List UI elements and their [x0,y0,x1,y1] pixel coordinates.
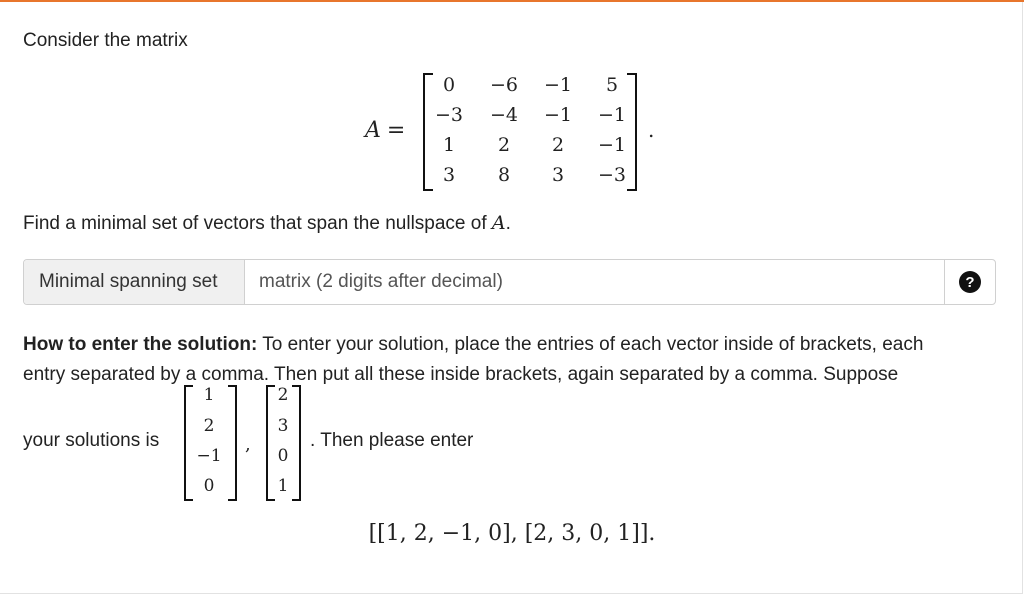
instructions: How to enter the solution: To enter your solution, place the entries of each vector inside of brackets, each entry separated by a comma. Then put all these inside brackets, again separated by a comma. Suppose [23,334,924,385]
vector-entry: 3 [277,416,289,436]
matrix-cell: −3 [434,104,463,126]
vector-entry: 0 [203,476,215,496]
instructions-heading: How to enter the solution: [23,334,258,355]
question-var: A [491,212,506,234]
matrix-cell: −1 [597,134,626,156]
answer-input[interactable] [245,260,944,304]
matrix-cell: 8 [497,164,511,186]
vector-entry: 0 [277,446,289,466]
matrix-cell: 3 [551,164,565,186]
matrix-cell: −1 [597,104,626,126]
matrix-cell: 5 [605,74,619,96]
example-final-entry: [[1, 2, −1, 0], [2, 3, 0, 1]]. [368,521,656,546]
answer-label: Minimal spanning set [24,260,245,304]
example-lead-text: your solutions is [23,430,160,451]
matrix-label: A = [365,118,406,143]
matrix-cell: −4 [489,104,518,126]
matrix-cell: 3 [442,164,456,186]
vector1-right-bracket [228,385,237,501]
matrix-end-punct: . [648,118,655,142]
vector-entry: 2 [277,385,289,405]
vector-entry: 2 [203,416,215,436]
example-tail-text: . Then please enter [310,430,474,451]
matrix-cell: −6 [489,74,518,96]
example-comma: , [245,434,251,455]
help-button[interactable] [944,260,995,304]
intro-text: Consider the matrix [23,30,188,51]
answer-row [23,259,996,305]
matrix-cell: −1 [543,104,572,126]
matrix-cell: 0 [442,74,456,96]
question-text: Find a minimal set of vectors that span the nullspace of A. [23,212,511,234]
matrix-cell: −3 [597,164,626,186]
matrix-cell: −1 [543,74,572,96]
vector-entry: −1 [196,446,222,466]
matrix-cell: 2 [551,134,565,156]
vector-entry: 1 [277,476,289,496]
help-icon[interactable]: ? [959,271,981,293]
matrix-cell: 2 [497,134,511,156]
matrix-cell: 1 [442,134,456,156]
vector-entry: 1 [203,385,215,405]
